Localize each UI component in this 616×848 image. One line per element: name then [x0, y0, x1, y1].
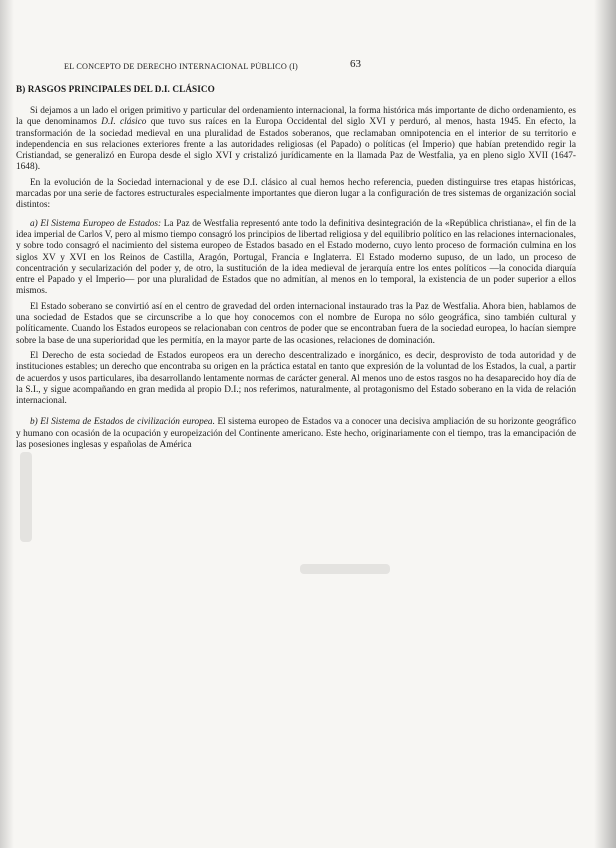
item-a — [16, 219, 576, 298]
paragraph-4: El Derecho de esta sociedad de Estados europeos era un derecho descentralizado e inorgánico, es decir, desprovisto de toda autoridad y de instituciones estables; un derecho que encontraba su origen en la práctica estatal en tanto que expresión de la voluntad de los Estados, la cual, a partir de acuerdos y usos particulares, iba desarrollando lentamente normas de carácter general. Al menos uno de estos rasgos no ha desaparecido hoy día de la S.I., y sigue acompañando en gran medida al propio D.I.; nos referimos, naturalmente, al protagonismo del Estado soberano en la vida de relación internacional. — [16, 350, 576, 407]
paragraph-1-italic: D.I. clásico — [101, 117, 147, 128]
item-a-text: La Paz de Westfalia representó ante todo la definitiva desintegración de la «República christiana», el fin de la idea imperial de Carlos V, pero al mismo tiempo consagró los principios de libertad religiosa y del equilibrio político en las relaciones internacionales, y sobre todo consagró el nacimiento del sistema europeo de Estados basado en el Estado moderno, cuyo lento proceso de formación culmina en los siglos XV y XVI en los Reinos de Castilla, Aragón, Portugal, Francia e Inglaterra. El Estado moderno supuso, de un lado, un proceso de concentración y secularización del poder y, de otro, la sustitución de la idea medieval de jerarquía entre los entes políticos —la conocida diarquía entre el Papado y el Imperio— por una pluralidad de Estados que no admitían, al menos en lo temporal, la existencia de un poder superior a ellos mismos. — [16, 218, 577, 297]
paragraph-3: El Estado soberano se convirtió así en el centro de gravedad del orden internacional instaurado tras la Paz de Westfalia. Ahora bien, hablamos de una sociedad de Estados que se circunscribe a lo que hoy conocemos con el nombre de Europa no sólo geográfica, sino también cultural y políticamente. Cuando los Estados europeos se relacionaban con centros de poder que se encontraban fuera de la sociedad europea, lo hacían siempre sobre la base de una superioridad que les permitía, en la mayor parte de las ocasiones, relaciones de dominación. — [16, 301, 576, 346]
section-heading — [16, 84, 576, 94]
item-b-label: b) — [30, 417, 38, 428]
paragraph-2: En la evolución de la Sociedad internacional y de ese D.I. clásico al cual hemos hecho referencia, pueden distinguirse tres etapas históricas, marcadas por una serie de factores estructurales especialmente importantes que dieron lugar a la configuración de tres sistemas de organización social distintos: — [16, 177, 576, 211]
page-number: 63 — [350, 58, 361, 70]
section-title: RASGOS PRINCIPALES DEL D.I. CLÁSICO — [27, 84, 215, 94]
scan-smudge — [300, 564, 390, 574]
page-right-edge-shadow — [594, 0, 616, 848]
paragraph-1-start: Si dejamos a un lado el origen primitivo y particular del ordenamiento internacional, la forma histórica más importante de dicho ordenamiento, es la que denominamos — [16, 106, 576, 128]
item-a-title: El Sistema Europeo de Estados: — [40, 218, 162, 229]
item-a-label: a) — [30, 218, 38, 229]
paragraph-1-end: que tuvo sus raíces en la Europa Occidental del siglo XVI y perduró, al menos, hasta 1945. En efecto, la transformación de la sociedad medieval en una pluralidad de Estados soberanos, que reclamaban omnipotencia en el interior de su territorio e independencia en sus relaciones exteriores frente a las autoridades religiosas (el Papado) o políticas (el Imperio) que habían pretendido regir la Cristiandad, se generalizó en Europa desde el siglo XVI y cristalizó jurídicamente en la llamada Paz de Westfalia, ya en pleno siglo XVII (1647-1648). — [16, 117, 576, 173]
item-b-text: El sistema europeo de Estados va a conocer una decisiva ampliación de su horizonte geográfico y humano con ocasión de la ocupación y europeización del Continente americano. Este hecho, originariamente con el tiempo, tras la emancipación de las posesiones inglesas y españolas de América — [16, 417, 576, 451]
page-left-edge-shadow — [0, 0, 14, 848]
item-b-title: El Sistema de Estados de civilización europea. — [40, 417, 215, 428]
scan-margin-mark — [20, 452, 32, 542]
running-head: EL CONCEPTO DE DERECHO INTERNACIONAL PÚBLICO (I) — [64, 62, 298, 71]
section-label: B) — [16, 84, 26, 94]
body-text — [16, 106, 576, 455]
paragraph-1 — [16, 106, 576, 174]
item-b — [16, 417, 576, 451]
